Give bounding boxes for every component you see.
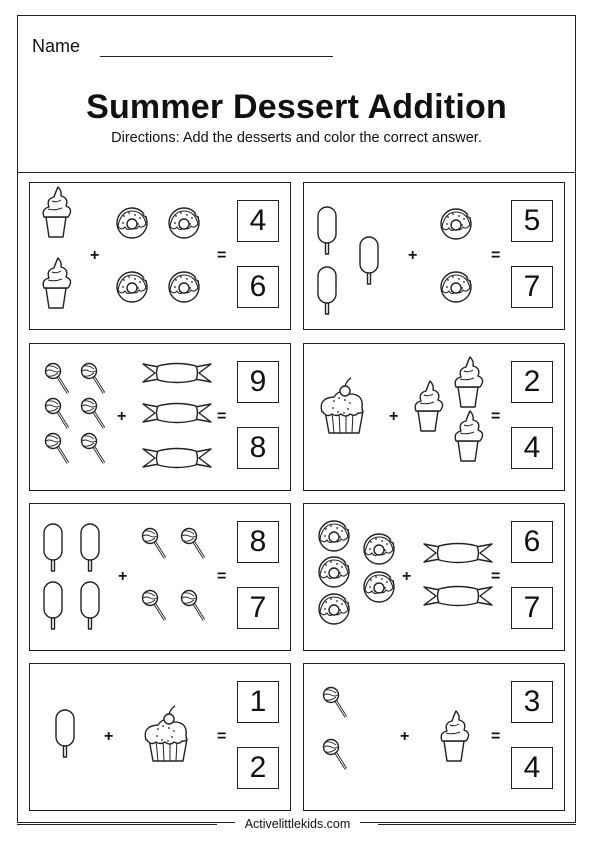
answer-box-top[interactable]: 6 [511,521,553,563]
plus-sign: + [408,247,418,264]
ice-cream-cone-icon [441,711,468,761]
plus-sign: + [402,568,412,585]
cupcake-icon [321,378,363,433]
answer-box-bottom[interactable]: 4 [511,747,553,789]
footer-rule-right [378,824,576,825]
donut-icon [117,272,147,302]
wrapped-candy-icon [143,404,211,423]
lollipop-icon [143,591,166,621]
ice-cream-cone-icon [415,381,442,431]
donut-icon [441,272,471,302]
worksheet-header [18,16,575,173]
lollipop-icon [82,364,105,394]
name-write-line[interactable] [100,56,333,57]
answer-box-bottom[interactable]: 6 [237,266,279,308]
donut-icon [441,209,471,239]
problem-card [29,343,291,491]
ice-cream-cone-icon [455,357,482,407]
problem-card [303,343,565,491]
problem-card [303,503,565,651]
donut-icon [169,272,199,302]
plus-sign: + [104,728,114,745]
lollipop-icon [46,364,69,394]
plus-sign: + [389,408,399,425]
popsicle-icon [318,267,336,314]
page-title: Summer Dessert Addition [86,88,507,126]
problem-card [29,182,291,330]
answer-box-top[interactable]: 9 [237,361,279,403]
wrapped-candy-icon [424,544,492,563]
footer [0,815,595,833]
equals-sign: = [217,568,227,585]
plus-sign: + [118,568,128,585]
equals-sign: = [491,247,501,264]
answer-box-bottom[interactable]: 7 [511,587,553,629]
donut-icon [169,208,199,238]
lollipop-icon [82,434,105,464]
popsicle-icon [56,710,74,757]
answer-box-top[interactable]: 3 [511,681,553,723]
answer-box-top[interactable]: 1 [237,681,279,723]
wrapped-candy-icon [424,587,492,606]
lollipop-icon [324,740,347,770]
problem-card [303,182,565,330]
popsicle-icon [81,582,99,629]
cupcake-icon [145,706,187,761]
answer-box-top[interactable]: 2 [511,361,553,403]
ice-cream-cone-icon [455,411,482,461]
equals-sign: = [491,408,501,425]
problem-card [29,503,291,651]
directions-text: Directions: Add the desserts and color the correct answer. [111,130,482,146]
answer-box-bottom[interactable]: 2 [237,747,279,789]
answer-box-bottom[interactable]: 7 [511,266,553,308]
answer-box-top[interactable]: 8 [237,521,279,563]
equals-sign: = [217,728,227,745]
footer-site-text: Activelittlekids.com [235,817,361,831]
donut-icon [319,521,349,551]
popsicle-icon [318,207,336,254]
answer-box-top[interactable]: 5 [511,200,553,242]
answer-box-bottom[interactable]: 7 [237,587,279,629]
footer-rule-left [17,824,217,825]
answer-box-top[interactable]: 4 [237,200,279,242]
lollipop-icon [82,399,105,429]
answer-box-bottom[interactable]: 4 [511,427,553,469]
donut-icon [364,572,394,602]
donut-icon [319,557,349,587]
donut-icon [364,534,394,564]
equals-sign: = [217,247,227,264]
problem-card [303,663,565,811]
wrapped-candy-icon [143,364,211,383]
popsicle-icon [44,582,62,629]
lollipop-icon [46,399,69,429]
problem-card [29,663,291,811]
answer-box-bottom[interactable]: 8 [237,427,279,469]
lollipop-icon [182,591,205,621]
ice-cream-cone-icon [43,258,70,308]
popsicle-icon [81,524,99,571]
popsicle-icon [360,237,378,284]
donut-icon [319,594,349,624]
equals-sign: = [491,568,501,585]
lollipop-icon [46,434,69,464]
lollipop-icon [182,529,205,559]
equals-sign: = [491,728,501,745]
ice-cream-cone-icon [43,187,70,237]
plus-sign: + [117,408,127,425]
name-label: Name [32,36,81,56]
wrapped-candy-icon [143,449,211,468]
plus-sign: + [90,247,100,264]
donut-icon [117,208,147,238]
lollipop-icon [143,529,166,559]
equals-sign: = [217,408,227,425]
lollipop-icon [324,688,347,718]
popsicle-icon [44,524,62,571]
plus-sign: + [400,728,410,745]
